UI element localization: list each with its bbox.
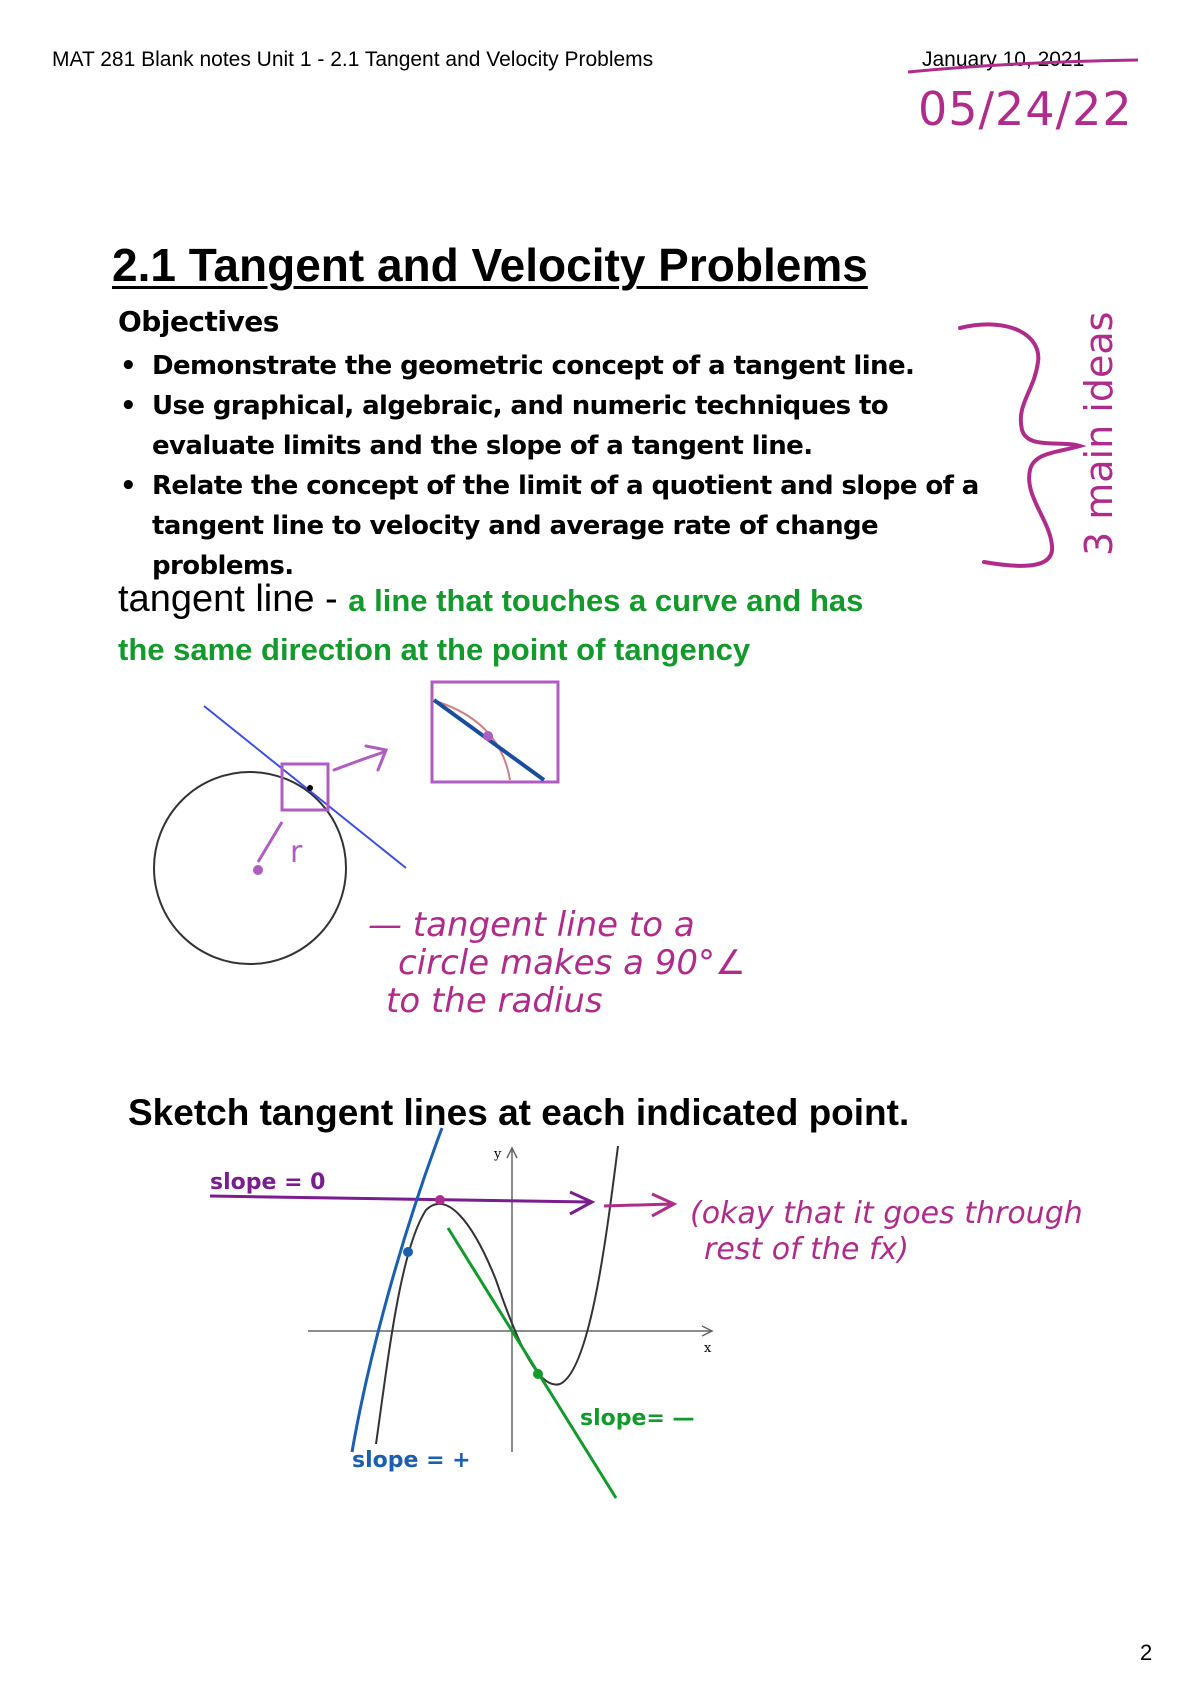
point-max: [435, 1195, 445, 1205]
slope-positive-label: slope = +: [352, 1448, 471, 1473]
zoomed-curve-arc: [432, 700, 510, 780]
sketch-note-line2: rest of the fx): [704, 1232, 909, 1267]
tangent-line-zero: [210, 1196, 590, 1202]
slope-zero-label: slope = 0: [210, 1170, 326, 1195]
margin-note-3-main-ideas: 3 main ideas: [1077, 311, 1121, 556]
curly-brace-mark: [960, 324, 1080, 565]
handwritten-date: 05/24/22: [918, 82, 1133, 136]
objective-item: • Demonstrate the geometric concept of a tangent line.: [118, 346, 1018, 386]
y-axis-label: y: [494, 1147, 502, 1162]
definition-text-line2: the same direction at the point of tangency: [118, 632, 751, 667]
radius-label: r: [290, 835, 303, 870]
circle-note-line3: to the radius: [386, 981, 603, 1021]
x-axis-label: x: [704, 1341, 712, 1356]
objectives-heading: Objectives: [118, 305, 279, 338]
header-date-printed: January 10, 2021: [922, 48, 1085, 71]
circle-note-line2: circle makes a 90°∠: [398, 943, 746, 983]
point-increasing: [403, 1247, 413, 1257]
page-title: 2.1 Tangent and Velocity Problems: [112, 239, 868, 291]
point-decreasing: [533, 1369, 543, 1379]
circle-note-line1: — tangent line to a: [368, 905, 695, 945]
zoom-box-large: [432, 682, 558, 782]
sketch-heading: Sketch tangent lines at each indicated point.: [128, 1092, 910, 1133]
radius-line: [258, 822, 282, 862]
cubic-curve: [376, 1146, 618, 1444]
circle-tangent-line: [204, 706, 406, 868]
zoom-arrow: [334, 746, 386, 770]
note-pointer-arrow: [604, 1194, 674, 1216]
tangent-line-negative: [448, 1228, 616, 1498]
circle-shape: [154, 772, 346, 964]
objective-item: • Relate the concept of the limit of a quotient and slope of a tangent line to velocity and average rate of change problems.: [118, 466, 1018, 586]
tangency-point: [307, 785, 313, 791]
header-title: MAT 281 Blank notes Unit 1 - 2.1 Tangent and Velocity Problems: [52, 48, 654, 71]
slope-negative-label: slope= —: [580, 1406, 695, 1431]
definition-text-line1: a line that touches a curve and has: [348, 583, 864, 618]
page-number: 2: [1140, 1640, 1153, 1665]
definition-term-label: tangent line -: [118, 578, 349, 620]
circle-center: [253, 865, 263, 875]
zoomed-point: [483, 731, 493, 741]
objective-item: • Use graphical, algebraic, and numeric techniques to evaluate limits and the slope of a tangent line.: [118, 386, 1018, 466]
sketch-note-line1: (okay that it goes through: [690, 1196, 1083, 1231]
tangent-line-positive: [352, 1128, 442, 1452]
date-strikethrough: [908, 60, 1138, 72]
